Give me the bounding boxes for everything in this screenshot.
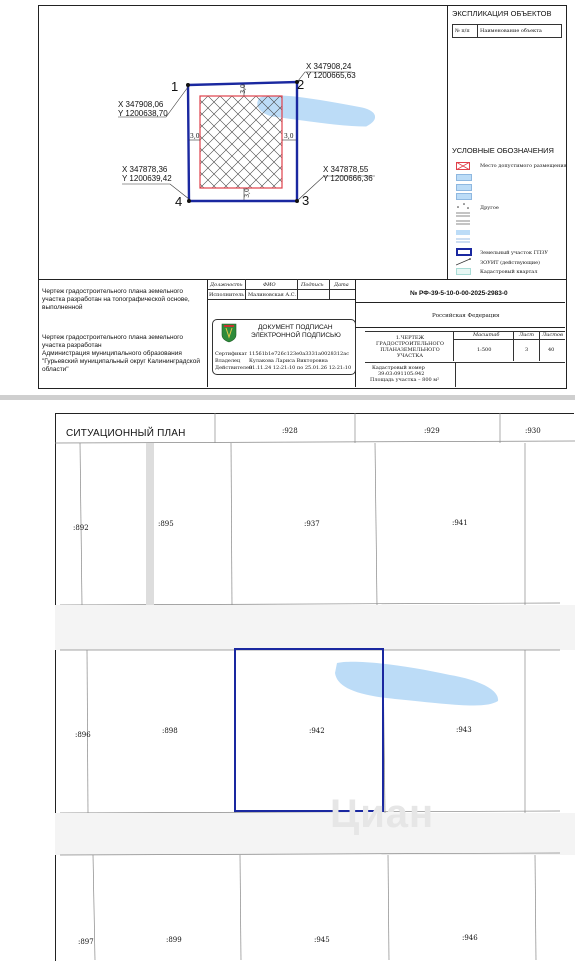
explication-col-divider	[477, 25, 478, 37]
lot-label: :899	[166, 936, 182, 944]
staff-vline	[329, 279, 330, 299]
hatched-red-box-icon	[456, 162, 470, 170]
signature-owner-label: Владелец	[215, 358, 241, 364]
coord-x: X 347878,55	[323, 165, 369, 174]
coord-point-2	[306, 62, 356, 80]
lot-line	[240, 855, 241, 960]
lot-label: :892	[73, 524, 89, 532]
staff-header: Подпись	[301, 282, 324, 288]
drawing-basis-note: Чертеж градостроительного плана земельного участка разработан на топографической основе, выполненной	[42, 288, 190, 311]
coat-of-arms-icon	[221, 323, 237, 343]
coord-x: X 347908,24	[306, 62, 352, 71]
cadastral-number: 39:03:091105:942	[378, 371, 425, 377]
staff-name: Малиновская А.С.	[248, 292, 297, 298]
e-signature-stamp	[212, 319, 356, 375]
sheet-info-vline	[513, 331, 514, 361]
explication-table-header	[452, 24, 562, 38]
staff-role: Исполнитель	[209, 292, 244, 298]
lot-line	[231, 443, 232, 605]
developer-note: Чертеж градостроительного плана земельного участка разработан Администрация муниципального образования "Гурьевский муниципальный округ Калининградской области"	[42, 334, 200, 373]
situation-plan-title: СИТУАЦИОННЫЙ ПЛАН	[66, 428, 186, 439]
double-line-icon	[456, 212, 470, 218]
col-scale: Масштаб	[473, 332, 500, 338]
blue-lines-icon	[456, 238, 470, 244]
signature-valid-label: Действителен	[215, 365, 253, 371]
offset-label-left: 3,0	[190, 133, 200, 140]
lot-line	[375, 443, 377, 605]
signature-owner-value: Кулакова Лариса Викторовна	[249, 358, 328, 364]
lot-line	[55, 441, 575, 443]
cadastral-label: Кадастровый номер	[372, 365, 425, 371]
lot-label: :897	[78, 938, 94, 946]
watermark: Циан	[330, 792, 435, 836]
situation-map	[55, 413, 575, 960]
lot-line	[60, 603, 560, 605]
col-sheets: Листов	[542, 332, 563, 338]
scale-value: 1:500	[477, 347, 492, 353]
staff-vline	[297, 279, 298, 299]
document-number: № РФ-39-5-10-0-00-2025-2983-0	[410, 290, 508, 297]
corner-number-1: 1	[171, 79, 179, 94]
blue-fill-box-icon	[456, 184, 472, 191]
lot-line	[535, 855, 536, 960]
parcel-area: Площадь участка – 800 м²	[370, 377, 440, 383]
staff-table	[207, 279, 355, 299]
corner-point	[187, 199, 191, 203]
coord-x: X 347878,36	[122, 165, 168, 174]
offset-label-right: 3,0	[284, 133, 294, 140]
lot-label: :929	[424, 427, 440, 435]
sheets-value: 40	[548, 347, 555, 353]
legend-label: Кадастровый квартал	[480, 269, 538, 275]
lot-label: :930	[525, 427, 541, 435]
signature-title: ДОКУМЕНТ ПОДПИСАН	[258, 324, 333, 331]
coord-x: X 347908,06	[118, 100, 164, 109]
gpzu-drawing-sheet	[0, 0, 575, 395]
legend-label: ЗОУИТ (действующие)	[480, 260, 540, 266]
corner-number-2: 2	[297, 77, 305, 92]
signature-cert-value: 11561b1e726c123e0a3331a0028312ac	[249, 351, 350, 357]
sheet-title: 1.ЧЕРТЕЖ ГРАДОСТРОИТЕЛЬНОГО ПЛАНАЗЕМЕЛЬНОГО УЧАСТКА	[375, 335, 444, 359]
coord-point-3	[323, 165, 373, 183]
lot-label: :898	[162, 727, 178, 735]
coord-y: Y 1200639,42	[122, 174, 172, 183]
road-band	[55, 813, 575, 855]
blue-fill-box-icon	[456, 193, 472, 200]
legend-list	[456, 162, 566, 274]
tb-hline	[355, 327, 565, 328]
sheet-info-vline	[539, 331, 540, 361]
sheet-info-vline	[453, 331, 454, 361]
explication-col-num: № п/п	[455, 28, 470, 34]
sheet-info-table	[365, 331, 565, 361]
offset-label-bottom: 3,0	[243, 188, 251, 198]
explication-col-name: Наименование объекта	[480, 28, 542, 34]
cadastral-cell	[355, 362, 456, 387]
signature-valid-value: 01.11.24 12:21:10 по 25.01.26 12:21:10	[249, 365, 352, 371]
staff-hline	[207, 289, 355, 290]
road-band	[55, 605, 575, 650]
lot-label: :937	[304, 520, 320, 528]
legend-divider	[447, 5, 448, 279]
staff-vline	[245, 279, 246, 299]
dots-icon	[456, 202, 470, 210]
lot-label: :945	[314, 936, 330, 944]
lot-label: :896	[75, 731, 91, 739]
staff-header: ФИО	[263, 282, 276, 288]
coord-y: Y 1200665,63	[306, 71, 356, 80]
arrow-line-icon	[456, 258, 472, 266]
coord-y: Y 1200666,36	[323, 174, 373, 183]
permitted-zone-hatch	[200, 96, 282, 188]
legend-label: Место допустимого размещения	[480, 163, 567, 169]
explication-title: ЭКСПЛИКАЦИЯ ОБЪЕКТОВ	[452, 9, 552, 18]
coord-point-4	[122, 165, 172, 183]
corner-number-4: 4	[175, 194, 183, 209]
sheet-value: 3	[525, 347, 529, 353]
situation-plan-sheet	[0, 400, 575, 960]
legend-label: Другое	[480, 205, 499, 211]
corner-number-3: 3	[302, 193, 310, 208]
lot-label: :895	[158, 520, 174, 528]
tb-hline	[355, 302, 565, 303]
country-label: Российская Федерация	[432, 313, 500, 319]
blue-fill-box-icon	[456, 230, 470, 235]
col-sheet: Лист	[519, 332, 534, 338]
blue-fill-box-icon	[456, 174, 472, 181]
lot-label: :941	[452, 519, 468, 527]
coord-point-1	[118, 100, 168, 118]
legend-title: УСЛОВНЫЕ ОБОЗНАЧЕНИЯ	[452, 146, 554, 155]
coord-y: Y 1200638,70	[118, 109, 168, 118]
staff-header: Должность	[210, 282, 243, 288]
lot-label: :943	[456, 726, 472, 734]
lot-label-subject: :942	[309, 727, 325, 735]
staff-header: Дата	[334, 282, 349, 288]
water-body-shape	[335, 662, 498, 706]
staff-hline	[207, 299, 355, 300]
lot-line	[388, 855, 389, 960]
double-line-icon	[456, 220, 470, 226]
lot-label: :928	[282, 427, 298, 435]
corner-point	[186, 83, 190, 87]
signature-cert-label: Сертификат	[215, 351, 248, 357]
teal-box-icon	[456, 268, 471, 275]
legend-label: Земельный участок ГПЗУ	[480, 250, 548, 256]
offset-label-top: 3,0	[239, 84, 247, 94]
signature-subtitle: ЭЛЕКТРОННОЙ ПОДПИСЬЮ	[251, 332, 341, 339]
lot-label: :946	[462, 934, 478, 942]
dark-blue-box-icon	[456, 248, 472, 256]
sheet-info-hline	[453, 339, 565, 340]
